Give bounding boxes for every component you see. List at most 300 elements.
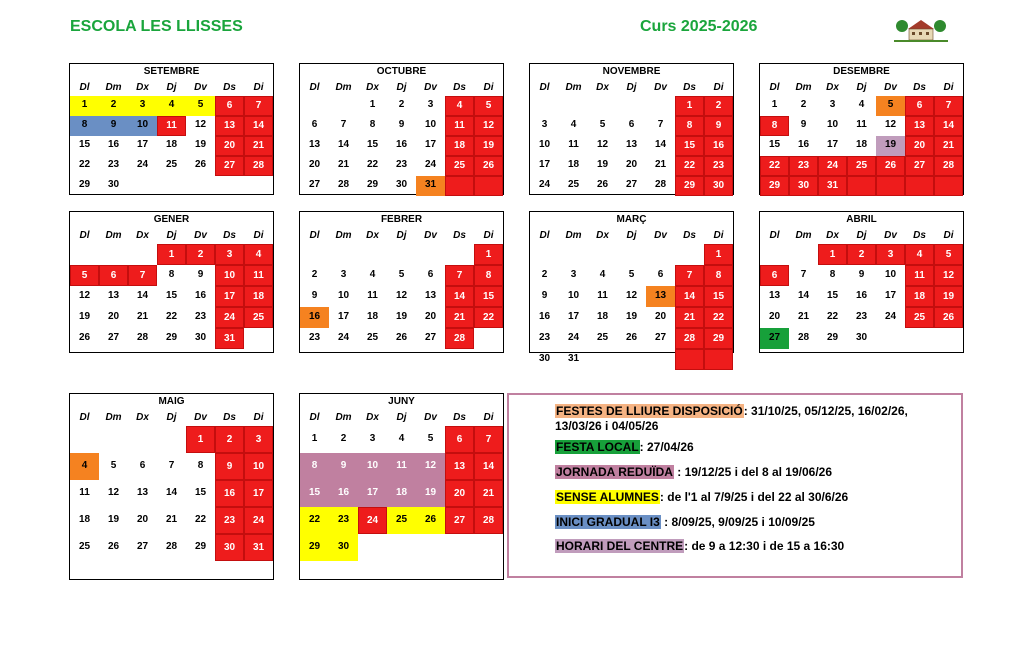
empty-cell — [559, 244, 588, 265]
day-cell: 20 — [136, 514, 149, 525]
day-cell: 7 — [474, 426, 503, 453]
day-cell: 6 — [311, 119, 318, 130]
day-cell: 17 — [358, 480, 387, 507]
day-cell: 24 — [538, 179, 551, 190]
day-cell: 11 — [445, 116, 474, 136]
day-cell: 8 — [197, 460, 204, 471]
day-cell: 23 — [789, 156, 818, 176]
day-cell: 7 — [800, 269, 807, 280]
day-cell: 21 — [654, 159, 667, 170]
empty-cell — [847, 176, 876, 196]
day-cell: 18 — [596, 311, 609, 322]
day-cell: 10 — [337, 290, 350, 301]
weekday-header: Dv — [194, 412, 207, 423]
empty-cell — [70, 426, 99, 453]
day-cell: 20 — [445, 480, 474, 507]
day-cell: 17 — [136, 139, 149, 150]
month-grid — [760, 228, 963, 349]
day-cell: 22 — [78, 159, 91, 170]
weekday-header: Di — [483, 412, 494, 423]
day-cell: 30 — [194, 332, 207, 343]
day-cell: 2 — [186, 244, 215, 265]
day-cell: 7 — [244, 96, 273, 116]
legend-horari — [555, 539, 844, 554]
empty-cell — [128, 426, 157, 453]
day-cell: 23 — [855, 311, 868, 322]
weekday-header: Dl — [79, 412, 90, 423]
day-cell: 14 — [337, 139, 350, 150]
month-name: OCTUBRE — [376, 66, 427, 77]
weekday-header: Ds — [453, 82, 466, 93]
day-cell: 18 — [855, 139, 868, 150]
empty-cell — [215, 176, 244, 196]
day-cell: 18 — [78, 514, 91, 525]
empty-cell — [70, 244, 99, 265]
day-cell: 31 — [244, 534, 273, 561]
day-cell: 30 — [329, 534, 358, 561]
day-cell: 3 — [427, 99, 434, 110]
weekday-header: Dl — [769, 230, 780, 241]
day-cell: 14 — [934, 116, 963, 136]
day-cell: 20 — [424, 311, 437, 322]
day-cell: 3 — [340, 269, 347, 280]
day-cell: 1 — [157, 244, 186, 265]
day-cell: 11 — [905, 265, 934, 286]
day-cell: 11 — [157, 116, 186, 136]
day-cell: 6 — [657, 269, 664, 280]
weekday-header: Dm — [565, 230, 582, 241]
day-cell: 9 — [311, 290, 318, 301]
day-cell: 15 — [704, 286, 733, 307]
day-cell: 11 — [856, 119, 867, 130]
day-cell: 4 — [157, 96, 186, 116]
weekday-header: Ds — [223, 230, 236, 241]
weekday-header: Ds — [913, 230, 926, 241]
day-cell: 30 — [538, 353, 551, 364]
day-cell: 12 — [474, 116, 503, 136]
day-cell: 24 — [884, 311, 897, 322]
weekday-header: Dj — [166, 412, 177, 423]
month-juny — [299, 393, 504, 580]
empty-cell — [760, 244, 789, 265]
weekday-header: Dx — [596, 230, 609, 241]
month-name: MARÇ — [616, 214, 647, 225]
day-cell: 3 — [541, 119, 548, 130]
day-cell: 27 — [905, 156, 934, 176]
empty-cell — [905, 328, 934, 349]
day-cell: 24 — [818, 156, 847, 176]
day-cell: 1 — [474, 244, 503, 265]
day-cell: 5 — [474, 96, 503, 116]
empty-cell — [704, 349, 733, 370]
empty-cell — [387, 244, 416, 265]
day-cell: 11 — [79, 487, 90, 498]
day-cell: 24 — [358, 507, 387, 534]
day-cell: 3 — [829, 99, 836, 110]
day-cell: 2 — [311, 269, 318, 280]
day-cell: 18 — [905, 286, 934, 307]
weekday-header: Dl — [539, 82, 550, 93]
legend-box — [507, 393, 963, 578]
day-cell: 5 — [70, 265, 99, 286]
weekday-header: Dj — [396, 412, 407, 423]
day-cell: 2 — [541, 269, 548, 280]
day-cell: 19 — [395, 311, 408, 322]
day-cell: 13 — [445, 453, 474, 480]
day-cell: 12 — [395, 290, 408, 301]
empty-cell — [646, 96, 675, 116]
weekday-header: Dl — [539, 230, 550, 241]
day-cell: 15 — [366, 139, 379, 150]
day-cell: 6 — [905, 96, 934, 116]
month-name: ABRIL — [846, 214, 877, 225]
day-cell: 27 — [760, 328, 789, 349]
day-cell: 9 — [197, 269, 204, 280]
day-cell: 9 — [398, 119, 405, 130]
weekday-header: Dj — [166, 230, 177, 241]
day-cell: 21 — [445, 307, 474, 328]
month-grid — [70, 80, 273, 196]
day-cell: 4 — [398, 433, 405, 444]
day-cell: 14 — [654, 139, 667, 150]
day-cell: 26 — [416, 507, 445, 534]
month-name: FEBRER — [380, 214, 423, 225]
day-cell: 15 — [194, 487, 207, 498]
day-cell: 30 — [704, 176, 733, 196]
weekday-header: Ds — [453, 230, 466, 241]
day-cell: 15 — [675, 136, 704, 156]
empty-cell — [588, 96, 617, 116]
weekday-header: Di — [943, 230, 954, 241]
month-abril — [759, 211, 964, 353]
empty-cell — [617, 96, 646, 116]
empty-cell — [474, 176, 503, 196]
weekday-header: Ds — [683, 82, 696, 93]
day-cell: 15 — [826, 290, 839, 301]
day-cell: 16 — [855, 290, 868, 301]
legend-festa-local — [555, 440, 694, 455]
day-cell: 12 — [78, 290, 91, 301]
day-cell: 16 — [194, 290, 207, 301]
empty-cell — [530, 96, 559, 116]
day-cell: 25 — [78, 541, 91, 552]
day-cell: 5 — [876, 96, 905, 116]
day-cell: 23 — [308, 332, 321, 343]
day-cell: 18 — [445, 136, 474, 156]
day-cell: 10 — [884, 269, 897, 280]
day-cell: 11 — [387, 453, 416, 480]
day-cell: 17 — [884, 290, 897, 301]
day-cell: 25 — [596, 332, 609, 343]
day-cell: 25 — [387, 507, 416, 534]
day-cell: 7 — [340, 119, 347, 130]
weekday-header: Dv — [194, 82, 207, 93]
day-cell: 27 — [107, 332, 120, 343]
day-cell: 4 — [570, 119, 577, 130]
day-cell: 24 — [136, 159, 149, 170]
day-cell: 30 — [855, 332, 868, 343]
day-cell: 3 — [369, 433, 376, 444]
day-cell: 25 — [244, 307, 273, 328]
weekday-header: Dv — [884, 82, 897, 93]
school-logo-icon — [894, 16, 948, 44]
month-febrer — [299, 211, 504, 353]
day-cell: 29 — [300, 534, 329, 561]
day-cell: 17 — [337, 311, 350, 322]
day-cell: 23 — [194, 311, 207, 322]
day-cell: 28 — [165, 541, 178, 552]
legend-festes-lliure — [555, 404, 955, 434]
weekday-header: Dv — [654, 82, 667, 93]
day-cell: 23 — [538, 332, 551, 343]
empty-cell — [905, 176, 934, 196]
month-grid — [300, 228, 503, 349]
day-cell: 13 — [215, 116, 244, 136]
day-cell: 20 — [308, 159, 321, 170]
day-cell: 19 — [194, 139, 207, 150]
empty-cell — [128, 176, 157, 196]
day-cell: 25 — [366, 332, 379, 343]
weekday-header: Dl — [769, 82, 780, 93]
day-cell: 16 — [107, 139, 120, 150]
day-cell: 8 — [300, 453, 329, 480]
day-cell: 5 — [599, 119, 606, 130]
legend-jornada-reduida-label: JORNADA REDUÏDA — [556, 465, 673, 479]
day-cell: 26 — [395, 332, 408, 343]
weekday-header: Dv — [884, 230, 897, 241]
empty-cell — [876, 176, 905, 196]
day-cell: 19 — [78, 311, 91, 322]
empty-cell — [329, 96, 358, 116]
day-cell: 29 — [675, 176, 704, 196]
day-cell: 17 — [538, 159, 551, 170]
empty-cell — [588, 349, 617, 370]
empty-cell — [934, 176, 963, 196]
day-cell: 14 — [136, 290, 149, 301]
weekday-header: Di — [253, 230, 264, 241]
weekday-header: Ds — [223, 82, 236, 93]
day-cell: 18 — [165, 139, 178, 150]
day-cell: 16 — [329, 480, 358, 507]
day-cell: 9 — [704, 116, 733, 136]
day-cell: 27 — [654, 332, 667, 343]
empty-cell — [646, 349, 675, 370]
day-cell: 17 — [215, 286, 244, 307]
month-name: SETEMBRE — [143, 66, 200, 77]
empty-cell — [416, 534, 445, 561]
day-cell: 16 — [300, 307, 329, 328]
empty-cell — [646, 244, 675, 265]
day-cell: 4 — [244, 244, 273, 265]
weekday-header: Dl — [309, 230, 320, 241]
weekday-header: Di — [943, 82, 954, 93]
empty-cell — [445, 244, 474, 265]
day-cell: 21 — [165, 514, 178, 525]
day-cell: 2 — [704, 96, 733, 116]
weekday-header: Dv — [424, 230, 437, 241]
legend-inici-gradual-label: INICI GRADUAL I3 — [556, 515, 660, 529]
legend-festa-local-label: FESTA LOCAL — [556, 440, 639, 454]
day-cell: 19 — [876, 136, 905, 156]
day-cell: 31 — [416, 176, 445, 196]
day-cell: 22 — [194, 514, 207, 525]
weekday-header: Dx — [366, 230, 379, 241]
empty-cell — [329, 244, 358, 265]
day-cell: 6 — [760, 265, 789, 286]
day-cell: 22 — [366, 159, 379, 170]
day-cell: 2 — [398, 99, 405, 110]
day-cell: 26 — [934, 307, 963, 328]
day-cell: 27 — [424, 332, 437, 343]
day-cell: 12 — [625, 290, 638, 301]
month-grid — [760, 80, 963, 196]
day-cell: 8 — [704, 265, 733, 286]
day-cell: 27 — [445, 507, 474, 534]
month-maig — [69, 393, 274, 580]
weekday-header: Ds — [223, 412, 236, 423]
day-cell: 12 — [884, 119, 897, 130]
empty-cell — [675, 349, 704, 370]
empty-cell — [99, 244, 128, 265]
weekday-header: Dm — [335, 230, 352, 241]
day-cell: 21 — [244, 136, 273, 156]
day-cell: 9 — [215, 453, 244, 480]
day-cell: 21 — [675, 307, 704, 328]
month-grid — [530, 80, 733, 196]
month-grid — [70, 410, 273, 561]
day-cell: 25 — [165, 159, 178, 170]
day-cell: 12 — [416, 453, 445, 480]
day-cell: 29 — [78, 179, 91, 190]
day-cell: 19 — [107, 514, 120, 525]
day-cell: 24 — [244, 507, 273, 534]
empty-cell — [445, 176, 474, 196]
weekday-header: Di — [713, 230, 724, 241]
day-cell: 8 — [675, 116, 704, 136]
empty-cell — [387, 534, 416, 561]
day-cell: 20 — [905, 136, 934, 156]
day-cell: 10 — [538, 139, 551, 150]
day-cell: 16 — [797, 139, 810, 150]
month-novembre — [529, 63, 734, 195]
weekday-header: Dm — [335, 412, 352, 423]
day-cell: 2 — [800, 99, 807, 110]
day-cell: 30 — [107, 179, 120, 190]
day-cell: 5 — [934, 244, 963, 265]
empty-cell — [588, 244, 617, 265]
day-cell: 8 — [70, 116, 99, 136]
weekday-header: Ds — [913, 82, 926, 93]
month-grid — [70, 228, 273, 349]
day-cell: 31 — [818, 176, 847, 196]
weekday-header: Dx — [136, 82, 149, 93]
weekday-header: Dx — [826, 230, 839, 241]
day-cell: 21 — [797, 311, 810, 322]
day-cell: 9 — [800, 119, 807, 130]
legend-inici-gradual-text: : 8/09/25, 9/09/25 i 10/09/25 — [660, 515, 815, 529]
day-cell: 10 — [244, 453, 273, 480]
day-cell: 22 — [826, 311, 839, 322]
day-cell: 6 — [139, 460, 146, 471]
day-cell: 4 — [599, 269, 606, 280]
day-cell: 14 — [165, 487, 178, 498]
day-cell: 7 — [934, 96, 963, 116]
weekday-header: Dj — [626, 230, 637, 241]
day-cell: 16 — [395, 139, 408, 150]
day-cell: 27 — [215, 156, 244, 176]
day-cell: 8 — [829, 269, 836, 280]
day-cell: 26 — [474, 156, 503, 176]
day-cell: 11 — [597, 290, 608, 301]
day-cell: 8 — [760, 116, 789, 136]
day-cell: 4 — [445, 96, 474, 116]
weekday-header: Ds — [453, 412, 466, 423]
day-cell: 2 — [340, 433, 347, 444]
day-cell: 12 — [194, 119, 207, 130]
day-cell: 1 — [675, 96, 704, 116]
weekday-header: Dl — [79, 230, 90, 241]
month-març — [529, 211, 734, 364]
day-cell: 22 — [704, 307, 733, 328]
day-cell: 27 — [625, 179, 638, 190]
weekday-header: Dm — [105, 412, 122, 423]
day-cell: 15 — [474, 286, 503, 307]
weekday-header: Dm — [335, 82, 352, 93]
empty-cell — [244, 176, 273, 196]
weekday-header: Dj — [626, 82, 637, 93]
weekday-header: Dj — [856, 82, 867, 93]
day-cell: 26 — [876, 156, 905, 176]
day-cell: 7 — [657, 119, 664, 130]
day-cell: 13 — [107, 290, 120, 301]
empty-cell — [474, 534, 503, 561]
course-title: Curs 2025-2026 — [640, 18, 758, 35]
day-cell: 28 — [474, 507, 503, 534]
day-cell: 12 — [934, 265, 963, 286]
day-cell: 21 — [136, 311, 149, 322]
day-cell: 18 — [244, 286, 273, 307]
day-cell: 4 — [858, 99, 865, 110]
day-cell: 29 — [194, 541, 207, 552]
weekday-header: Dm — [105, 82, 122, 93]
legend-jornada-reduida — [555, 465, 832, 480]
day-cell: 19 — [416, 480, 445, 507]
weekday-header: Di — [253, 412, 264, 423]
day-cell: 26 — [78, 332, 91, 343]
empty-cell — [157, 426, 186, 453]
day-cell: 15 — [768, 139, 781, 150]
day-cell: 29 — [826, 332, 839, 343]
day-cell: 10 — [826, 119, 839, 130]
day-cell: 28 — [136, 332, 149, 343]
weekday-header: Dj — [856, 230, 867, 241]
day-cell: 8 — [369, 119, 376, 130]
day-cell: 13 — [308, 139, 321, 150]
day-cell: 19 — [596, 159, 609, 170]
day-cell: 24 — [424, 159, 437, 170]
empty-cell — [300, 244, 329, 265]
month-octubre — [299, 63, 504, 195]
empty-cell — [934, 328, 963, 349]
day-cell: 10 — [567, 290, 580, 301]
day-cell: 12 — [107, 487, 120, 498]
day-cell: 30 — [215, 534, 244, 561]
month-grid — [300, 80, 503, 196]
empty-cell — [157, 176, 186, 196]
day-cell: 4 — [905, 244, 934, 265]
day-cell: 25 — [905, 307, 934, 328]
weekday-header: Dx — [136, 412, 149, 423]
